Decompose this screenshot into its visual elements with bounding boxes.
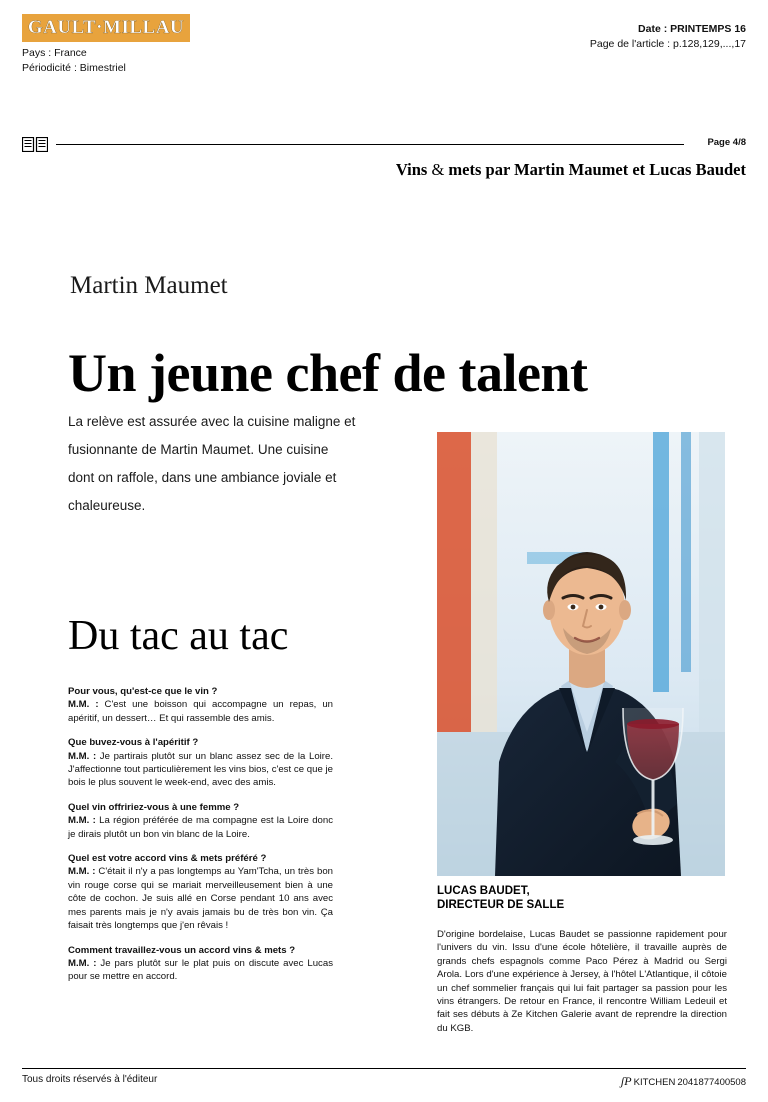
footer-reference-number: 2041877400508 <box>677 1077 746 1088</box>
qa-answer <box>68 957 333 984</box>
qa-answer <box>68 814 333 841</box>
page-counter: Page 4/8 <box>707 137 746 148</box>
qa-answer-text: La région préférée de ma compagne est la Loire donc je dirais plutôt un bon vin blanc de la Loire. <box>68 815 333 840</box>
issue-info <box>590 22 746 52</box>
qa-answer-text: C'est une boisson qui accompagne un repas, un apéritif, un dessert… Et qui rassemble des amis. <box>68 699 333 724</box>
footer-separator <box>22 1068 746 1069</box>
publication-meta <box>22 46 126 76</box>
header-separator <box>22 137 746 153</box>
qa-item <box>68 944 333 984</box>
qa-speaker: M.M. : <box>68 957 97 969</box>
portrait-photo <box>437 432 725 876</box>
issue-date-value: PRINTEMPS 16 <box>670 23 746 35</box>
qa-item <box>68 736 333 790</box>
open-book-icon <box>22 137 48 152</box>
section-byline: par Martin Maumet et Lucas Baudet <box>485 160 746 179</box>
bio-text: D'origine bordelaise, Lucas Baudet se passionne rapidement pour l'univers du vin. Issu d'une école hôtelière, il travaille auprès de grands chefs espagnols comme Paco Pérez à Madrid ou Sergi Arola. Lors d'une expérience à Jersey, à l'hôtel L'Atlantique, il côtoie un chef sommelier français qui lui fait partager sa passion pour les vins étrangers. De retour en France, il rencontre William Ledeuil et fait ses débuts à Ze Kitchen Galerie avant de reprendre la direction du KGB. <box>437 929 727 1034</box>
article-page-row <box>590 37 746 52</box>
qa-item <box>68 852 333 932</box>
qa-question: Que buvez-vous à l'apéritif ? <box>68 737 199 749</box>
section-title-vins: Vins <box>395 160 428 179</box>
issue-date-label: Date : <box>638 23 668 35</box>
qa-item <box>68 685 333 725</box>
footer-rights: Tous droits réservés à l'éditeur <box>22 1074 158 1085</box>
section-title-mets: mets <box>448 160 482 179</box>
masthead-logo-text: GAULT·MILLAU <box>27 17 185 38</box>
article-subhead: Du tac au tac <box>68 613 289 659</box>
qa-question: Quel vin offririez-vous à une femme ? <box>68 801 240 813</box>
caption-role: DIRECTEUR DE SALLE <box>437 899 565 911</box>
qa-answer <box>68 865 333 932</box>
article-kicker: Martin Maumet <box>70 272 228 299</box>
qa-column <box>68 685 333 995</box>
qa-question: Comment travaillez-vous un accord vins & mets ? <box>68 944 296 956</box>
article-page-label: Page de l'article : <box>589 38 671 50</box>
qa-answer-text: C'était il n'y a pas longtemps au Yam'Tcha, un très bon vin rouge corse qui se mariait merveilleusement bien à une côte de cochon. Je suis allé en Corse pendant 10 ans avec mes parents mais je n'y avais jamais bu de très bon vin. Ça faisait très longtemps que j'en rêvais ! <box>68 866 333 932</box>
issue-date-row <box>590 22 746 37</box>
qa-speaker: M.M. : <box>68 815 96 827</box>
footer-client: KITCHEN <box>633 1077 676 1088</box>
qa-speaker: M.M. : <box>68 699 99 711</box>
masthead-logo <box>22 14 190 42</box>
publication-periodicity: Périodicité : Bimestriel <box>22 62 126 74</box>
section-header <box>22 160 746 180</box>
qa-item <box>68 801 333 841</box>
qa-answer-text: Je partirais plutôt sur un blanc assez sec de la Loire. J'affectionne tout particulièrement les vins bios, c'est ce que je bois le plus souvent le week-end, avec des amis. <box>68 750 333 789</box>
section-title-amp: & <box>431 160 445 179</box>
caption-name: LUCAS BAUDET, <box>437 885 530 897</box>
qa-answer <box>68 698 333 725</box>
article-page-value: p.128,129,...,17 <box>673 38 746 50</box>
qa-answer-text: Je pars plutôt sur le plat puis on discute avec Lucas pour se mettre en accord. <box>68 957 333 983</box>
qa-question: Quel est votre accord vins & mets préféré ? <box>68 853 267 865</box>
horizontal-rule <box>56 144 684 145</box>
footer-reference <box>621 1074 746 1089</box>
page-title: Un jeune chef de talent <box>68 343 588 404</box>
photo-caption <box>437 884 725 912</box>
qa-question: Pour vous, qu'est-ce que le vin ? <box>68 686 218 697</box>
qa-answer <box>68 750 333 790</box>
article-standfirst: La relève est assurée avec la cuisine maligne et fusionnante de Martin Maumet. Une cuisine dont on raffole, dans une ambiance joviale et chaleureuse. <box>68 414 356 513</box>
publication-country: Pays : France <box>22 47 87 59</box>
qa-speaker: M.M. : <box>68 866 96 878</box>
qa-speaker: M.M. : <box>68 750 97 762</box>
publisher-mark-icon: ʃP <box>620 1074 632 1088</box>
